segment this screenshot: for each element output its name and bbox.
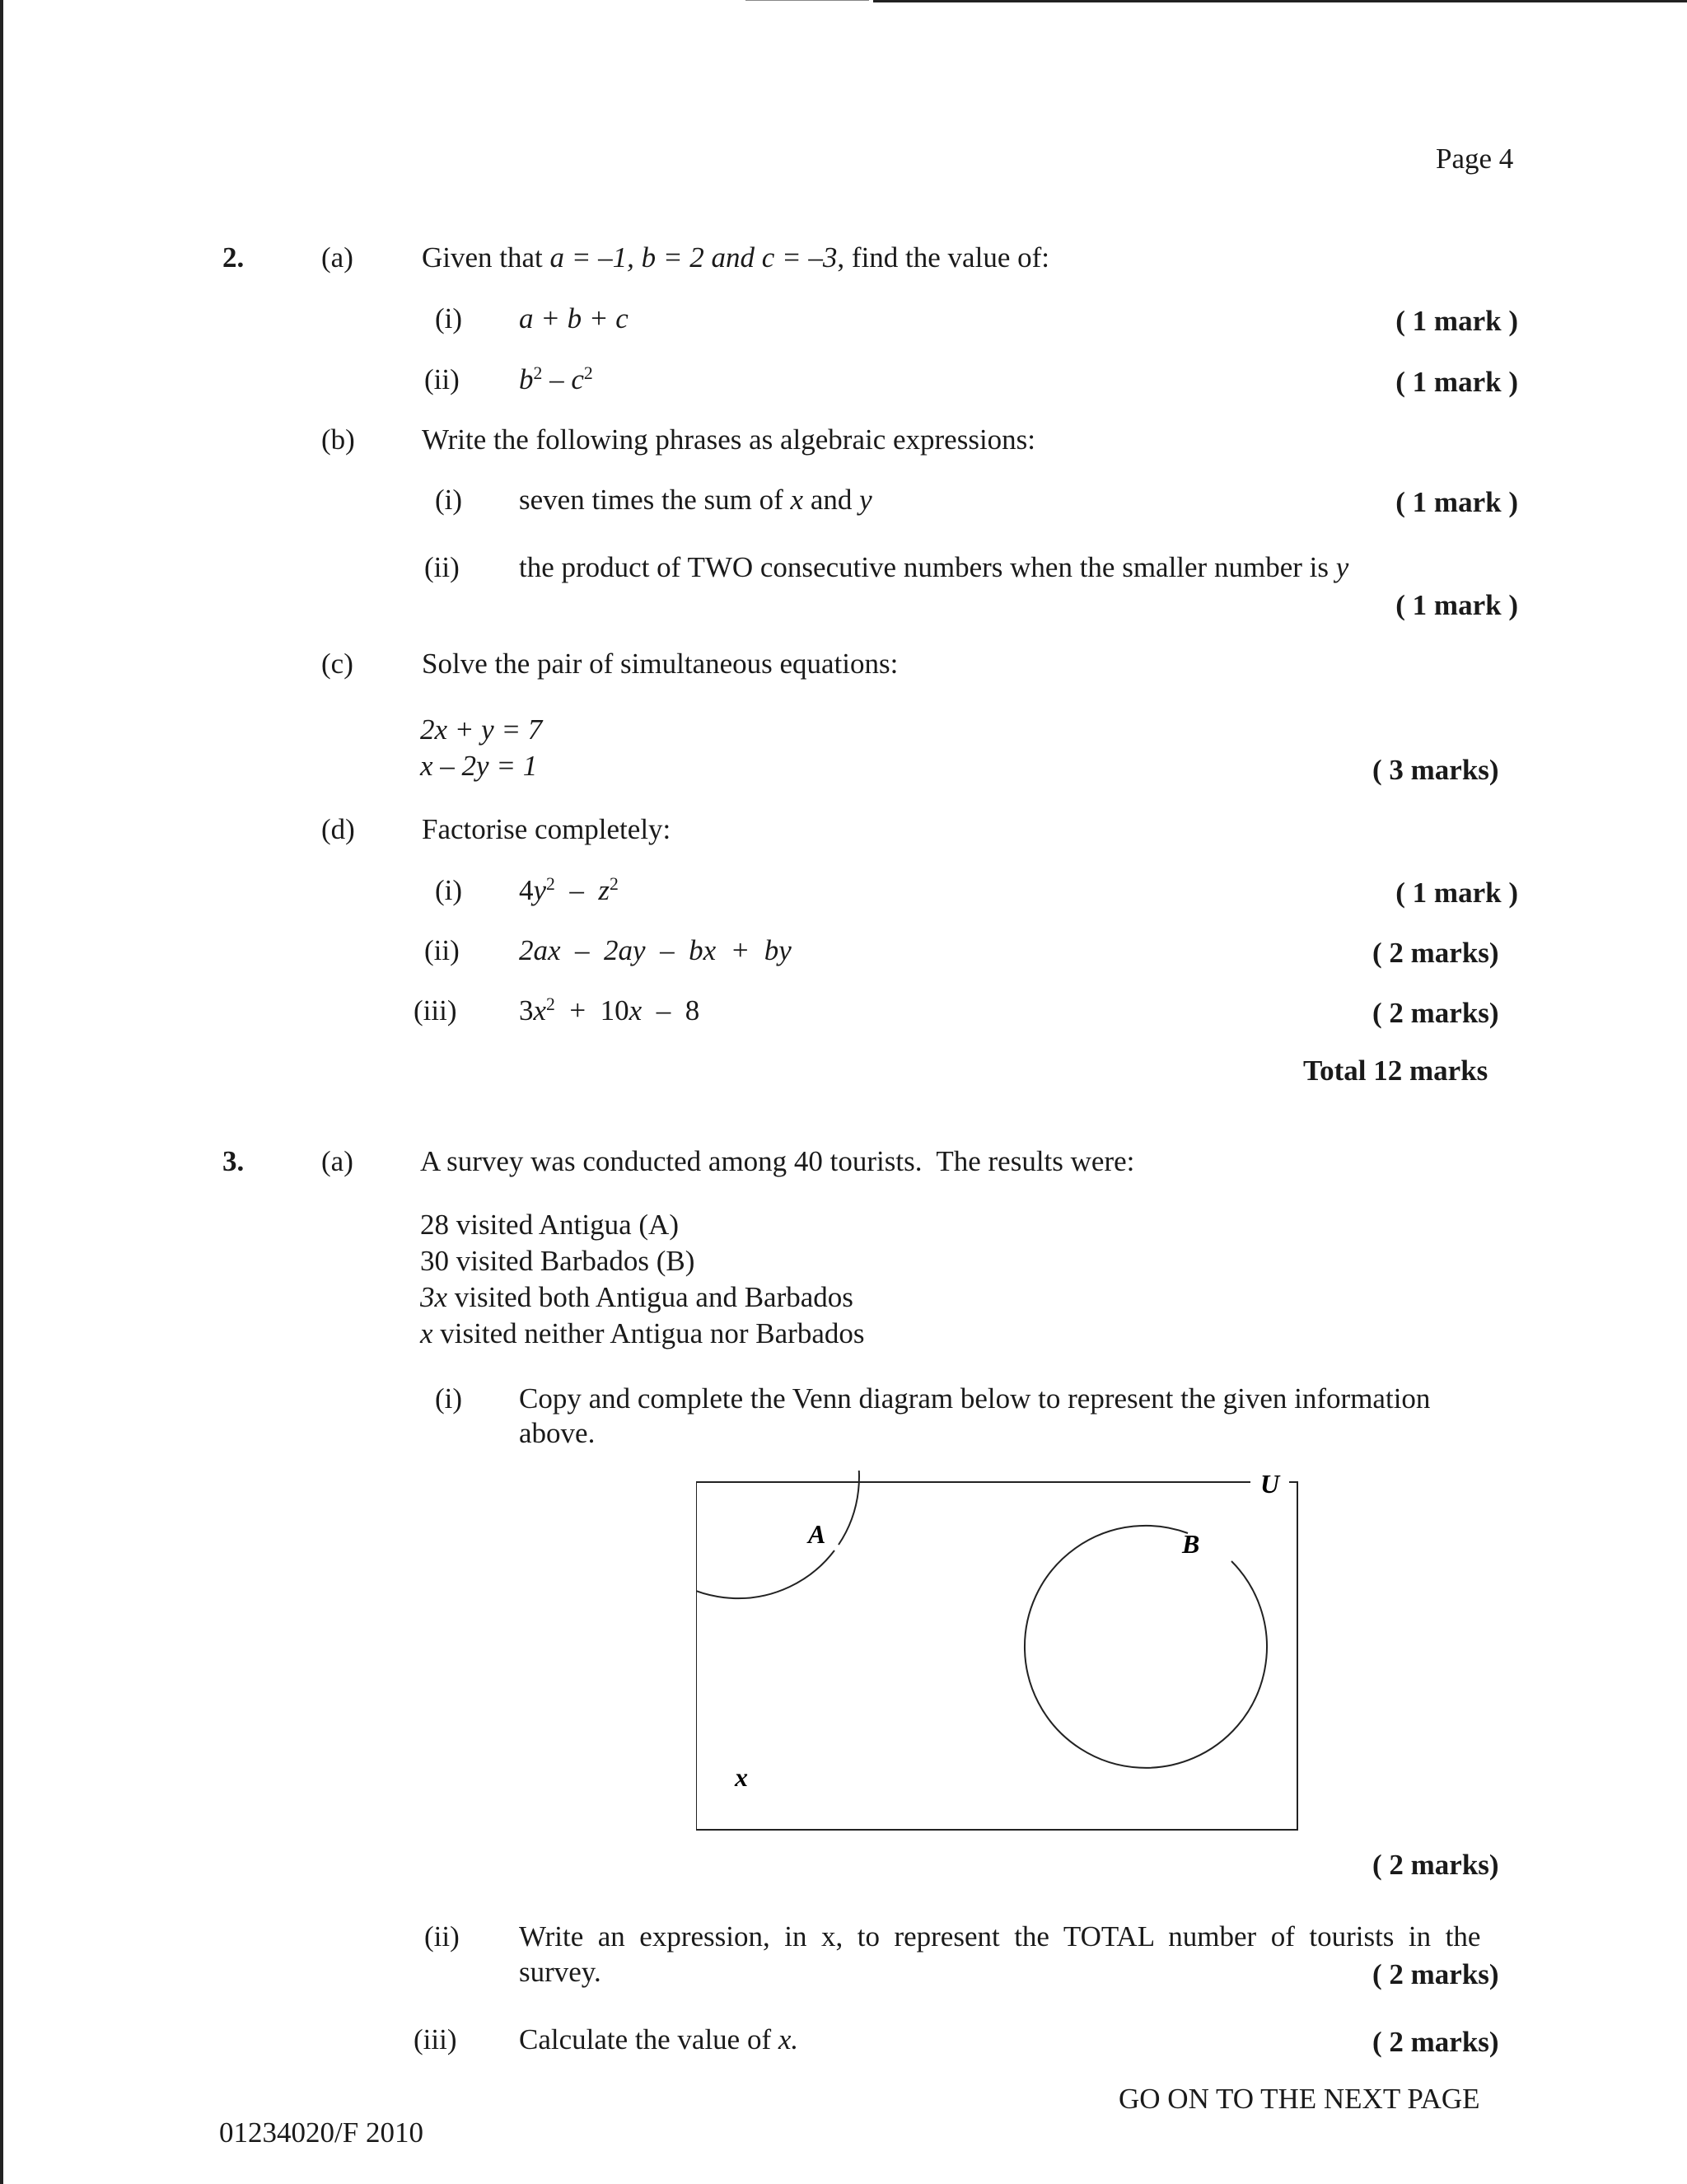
circle-b <box>1025 1526 1267 1768</box>
q2a-stem: Given that a = –1, b = 2 and c = –3, find the value of: <box>422 241 1049 274</box>
q3aiii-marks: ( 2 marks) <box>1372 2026 1499 2058</box>
q3a-label: (a) <box>321 1145 353 1177</box>
scan-left-edge <box>0 0 3 2184</box>
q2bi-text: seven times the sum of x and y <box>519 484 872 516</box>
q2c-stem: Solve the pair of simultaneous equations: <box>422 648 899 680</box>
q2di-marks: ( 1 mark ) <box>1395 877 1518 909</box>
q3aiii-text: Calculate the value of x. <box>519 2023 799 2055</box>
q2-total: Total 12 marks <box>1303 1055 1488 1087</box>
q2c-marks: ( 3 marks) <box>1372 754 1499 786</box>
q2bii-label: (ii) <box>424 551 460 583</box>
set-a-label: A <box>808 1519 826 1549</box>
q3aii-line1: Write an expression, in x, to represent the TOTAL number of tourists in the <box>519 1920 1481 1953</box>
q2b-label: (b) <box>321 423 355 456</box>
q2aii-marks: ( 1 mark ) <box>1395 366 1518 398</box>
q3a-line3: 3x visited both Antigua and Barbados <box>420 1281 853 1313</box>
circle-a <box>696 1471 859 1598</box>
q2ai-marks: ( 1 mark ) <box>1395 305 1518 337</box>
q2aii-label: (ii) <box>424 363 460 395</box>
q2diii-marks: ( 2 marks) <box>1372 997 1499 1029</box>
q2c-eq1: 2x + y = 7 <box>420 713 543 746</box>
q3aii-marks: ( 2 marks) <box>1372 1958 1499 1990</box>
q2diii-expr: $3x^2 + 10x - 8$ <box>519 994 700 1027</box>
q2d-stem: Factorise completely: <box>422 813 671 845</box>
q2dii-label: (ii) <box>424 934 460 966</box>
q2c-eq2: x – 2y = 1 <box>420 750 538 782</box>
q3a-stem: A survey was conducted among 40 tourists. The results were: <box>420 1145 1135 1177</box>
outside-region-label: x <box>735 1762 748 1792</box>
q2dii-marks: ( 2 marks) <box>1372 937 1499 969</box>
q3a-line2: 30 visited Barbados (B) <box>420 1245 695 1277</box>
venn-diagram <box>696 1471 1306 1841</box>
q2bii-text: the product of TWO consecutive numbers when the smaller number is y <box>519 551 1349 583</box>
q3ai-label: (i) <box>435 1382 463 1415</box>
q2di-label: (i) <box>435 874 463 906</box>
q3-number: 3. <box>222 1145 245 1177</box>
q3a-line1: 28 visited Antigua (A) <box>420 1209 679 1241</box>
q2bi-marks: ( 1 mark ) <box>1395 486 1518 518</box>
q2bi-label: (i) <box>435 484 463 516</box>
next-page-note: GO ON TO THE NEXT PAGE <box>1119 2083 1480 2115</box>
q2a-label: (a) <box>321 241 353 274</box>
q2bii-marks: ( 1 mark ) <box>1395 589 1518 621</box>
set-b-label: B <box>1182 1529 1200 1559</box>
q2c-label: (c) <box>321 648 353 680</box>
q3aii-line2: survey. <box>519 1956 601 1988</box>
q3aii-label: (ii) <box>424 1920 460 1953</box>
q2dii-expr: 2ax – 2ay – bx + by <box>519 934 792 966</box>
page-number: Page 4 <box>1436 143 1514 175</box>
q2d-label: (d) <box>321 813 355 845</box>
q2aii-expr: $b^2 - c^2$ <box>519 363 593 395</box>
q3ai-line2: above. <box>519 1417 596 1449</box>
q2diii-label: (iii) <box>414 994 457 1027</box>
q2ai-label: (i) <box>435 302 463 334</box>
scan-top-line <box>873 0 1687 2</box>
q2-number: 2. <box>222 241 245 274</box>
q3ai-line1: Copy and complete the Venn diagram below to represent the given information <box>519 1382 1431 1415</box>
universal-set-label: U <box>1260 1471 1280 1499</box>
scan-top-line-thin <box>745 0 869 1</box>
q2b-stem: Write the following phrases as algebraic expressions: <box>422 423 1036 456</box>
q3ai-marks: ( 2 marks) <box>1372 1849 1499 1881</box>
q2ai-expr: a + b + c <box>519 302 629 334</box>
universal-set-box <box>696 1482 1297 1830</box>
q2di-expr: $4y^2 - z^2$ <box>519 874 619 906</box>
paper-code: 01234020/F 2010 <box>219 2116 423 2149</box>
q3aiii-label: (iii) <box>414 2023 457 2055</box>
q3a-line4: x visited neither Antigua nor Barbados <box>420 1317 865 1349</box>
